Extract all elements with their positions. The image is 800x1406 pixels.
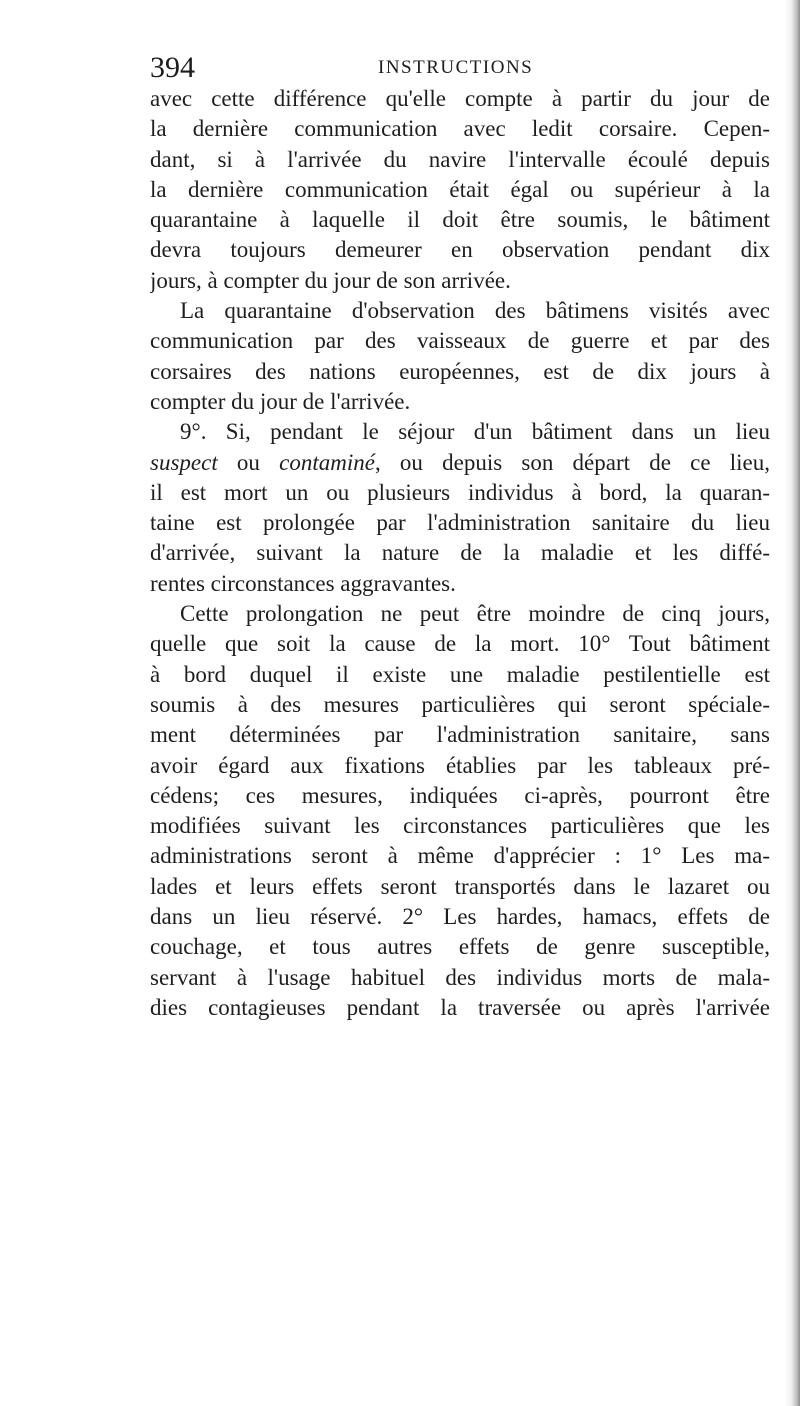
italic-word-suspect: suspect [150, 449, 218, 475]
text-line: à bord duquel il existe une maladie pestilentielle est [150, 661, 770, 687]
text-line: avec cette différence qu'elle compte à partir du jour de [150, 86, 770, 111]
text-line: d'arrivée, suivant la nature de la maladie et les diffé- [150, 540, 770, 566]
text-line: couchage, et tous autres effets de genre susceptible, [150, 934, 770, 960]
text-line-with-italics [150, 448, 770, 478]
body-text [150, 84, 770, 1023]
text-line: compter du jour de l'arrivée. [150, 388, 411, 414]
text-line: modifiées suivant les circonstances particulières que les [150, 813, 770, 839]
running-title: INSTRUCTIONS [378, 57, 534, 78]
text-line: communication par des vaisseaux de guerre et par des [150, 328, 770, 354]
paragraph-start-line: 9°. Si, pendant le séjour d'un bâtiment dans un lieu [180, 419, 770, 445]
text-line: dans un lieu réservé. 2° Les hardes, hamacs, effets de [150, 904, 770, 930]
text-line: avoir égard aux fixations établies par les tableaux pré- [150, 752, 770, 778]
text-line: administrations seront à même d'apprécier : 1° Les ma- [150, 843, 770, 869]
text-line: cédens; ces mesures, indiquées ci-après, pourront être [150, 782, 770, 808]
text-line: dant, si à l'arrivée du navire l'intervalle écoulé depuis [150, 146, 770, 172]
text-line: quelle que soit la cause de la mort. 10° Tout bâtiment [150, 631, 770, 657]
text-fragment: , ou depuis son départ de ce lieu, [374, 449, 770, 475]
paragraph-start-line: Cette prolongation ne peut être moindre de cinq jours, [180, 601, 770, 627]
text-line: taine est prolongée par l'administration sanitaire du lieu [150, 510, 770, 536]
page-number: 394 [150, 51, 195, 84]
italic-word-contamine: contaminé [279, 449, 375, 475]
text-fragment: ou [217, 449, 280, 475]
text-line: corsaires des nations européennes, est de dix jours à [150, 358, 770, 384]
text-line: la dernière communication était égal ou supérieur à la [150, 176, 770, 202]
running-head [150, 48, 770, 88]
text-line: la dernière communication avec ledit corsaire. Cepen- [150, 116, 770, 142]
text-line: quarantaine à laquelle il doit être soumis, le bâtiment [150, 207, 770, 233]
text-line: dies contagieuses pendant la traversée ou après l'arrivée [150, 994, 770, 1020]
text-line: jours, à compter du jour de son arrivée. [150, 267, 511, 293]
text-line: il est mort un ou plusieurs individus à bord, la quaran- [150, 479, 770, 505]
text-line: ment déterminées par l'administration sanitaire, sans [150, 722, 770, 748]
page-edge-shadow [784, 0, 800, 1406]
text-line: lades et leurs effets seront transportés dans le lazaret ou [150, 873, 770, 899]
text-line: rentes circonstances aggravantes. [150, 570, 456, 596]
text-line: servant à l'usage habituel des individus morts de mala- [150, 964, 770, 990]
text-line: devra toujours demeurer en observation pendant dix [150, 237, 770, 263]
paragraph-start-line: La quarantaine d'observation des bâtimens visités avec [180, 298, 770, 324]
text-line: soumis à des mesures particulières qui seront spéciale- [150, 691, 770, 717]
